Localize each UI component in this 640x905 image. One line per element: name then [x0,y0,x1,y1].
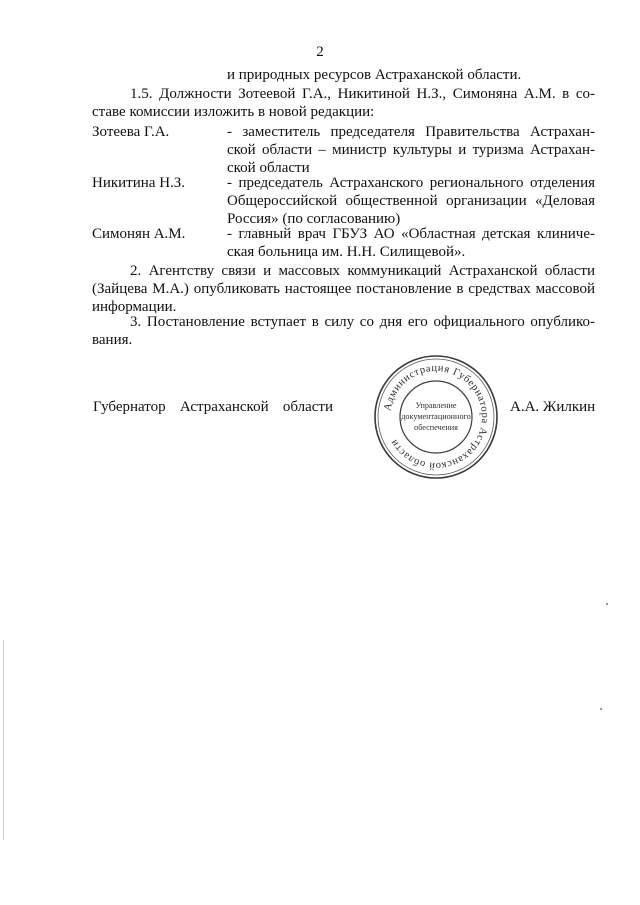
svg-text:документационного: документационного [401,412,471,421]
member-role-line: ской области – министр культуры и туризма Астрахан- [227,142,595,158]
svg-text:Управление: Управление [415,401,457,410]
member-role-line: - главный врач ГБУЗ АО «Областная детская клиниче- [227,226,595,242]
item-2-line-2: (Зайцева М.А.) опубликовать настоящее постановление в средствах массовой [92,281,595,297]
member-name: Никитина Н.З. [92,175,186,191]
scan-speck [606,603,608,605]
member-name: Зотеева Г.А. [92,124,170,140]
member-role-line: ская больница им. Н.Н. Силищевой». [227,244,466,260]
member-role-line: Россия» (по согласованию) [227,211,401,227]
official-stamp [372,353,500,481]
item-3-line-1: 3. Постановление вступает в силу со дня его официального опублико- [130,314,595,330]
item-1-5-line-1: 1.5. Должности Зотеевой Г.А., Никитиной Н.З., Симоняна А.М. в со- [130,86,595,102]
member-role-line: - заместитель председателя Правительства Астрахан- [227,124,595,140]
item-1-5-line-2: ставе комиссии изложить в новой редакции: [92,104,375,120]
member-name: Симонян А.М. [92,226,186,242]
signature-name: А.А. Жилкин [510,399,596,415]
member-role-line: ской области [227,160,310,176]
svg-text:обеспечения: обеспечения [414,423,458,432]
scan-speck [600,708,602,710]
continuation-line: и природных ресурсов Астраханской области. [227,67,522,83]
member-role-line: Общероссийской общественной организации «Деловая [227,193,595,209]
item-3-line-2: вания. [92,332,133,348]
page-number: 2 [316,44,324,60]
stamp-seal-icon [372,353,500,481]
scan-edge-line [3,640,4,840]
item-2-line-1: 2. Агентству связи и массовых коммуникаций Астраханской области [130,263,595,279]
member-role-line: - председатель Астраханского регионального отделения [227,175,595,191]
signature-title: Губернатор Астраханской области [93,399,333,415]
item-2-line-3: информации. [92,299,177,315]
svg-text:Администрация Губернатора Астр: Администрация Губернатора Астраханской области [382,362,491,472]
